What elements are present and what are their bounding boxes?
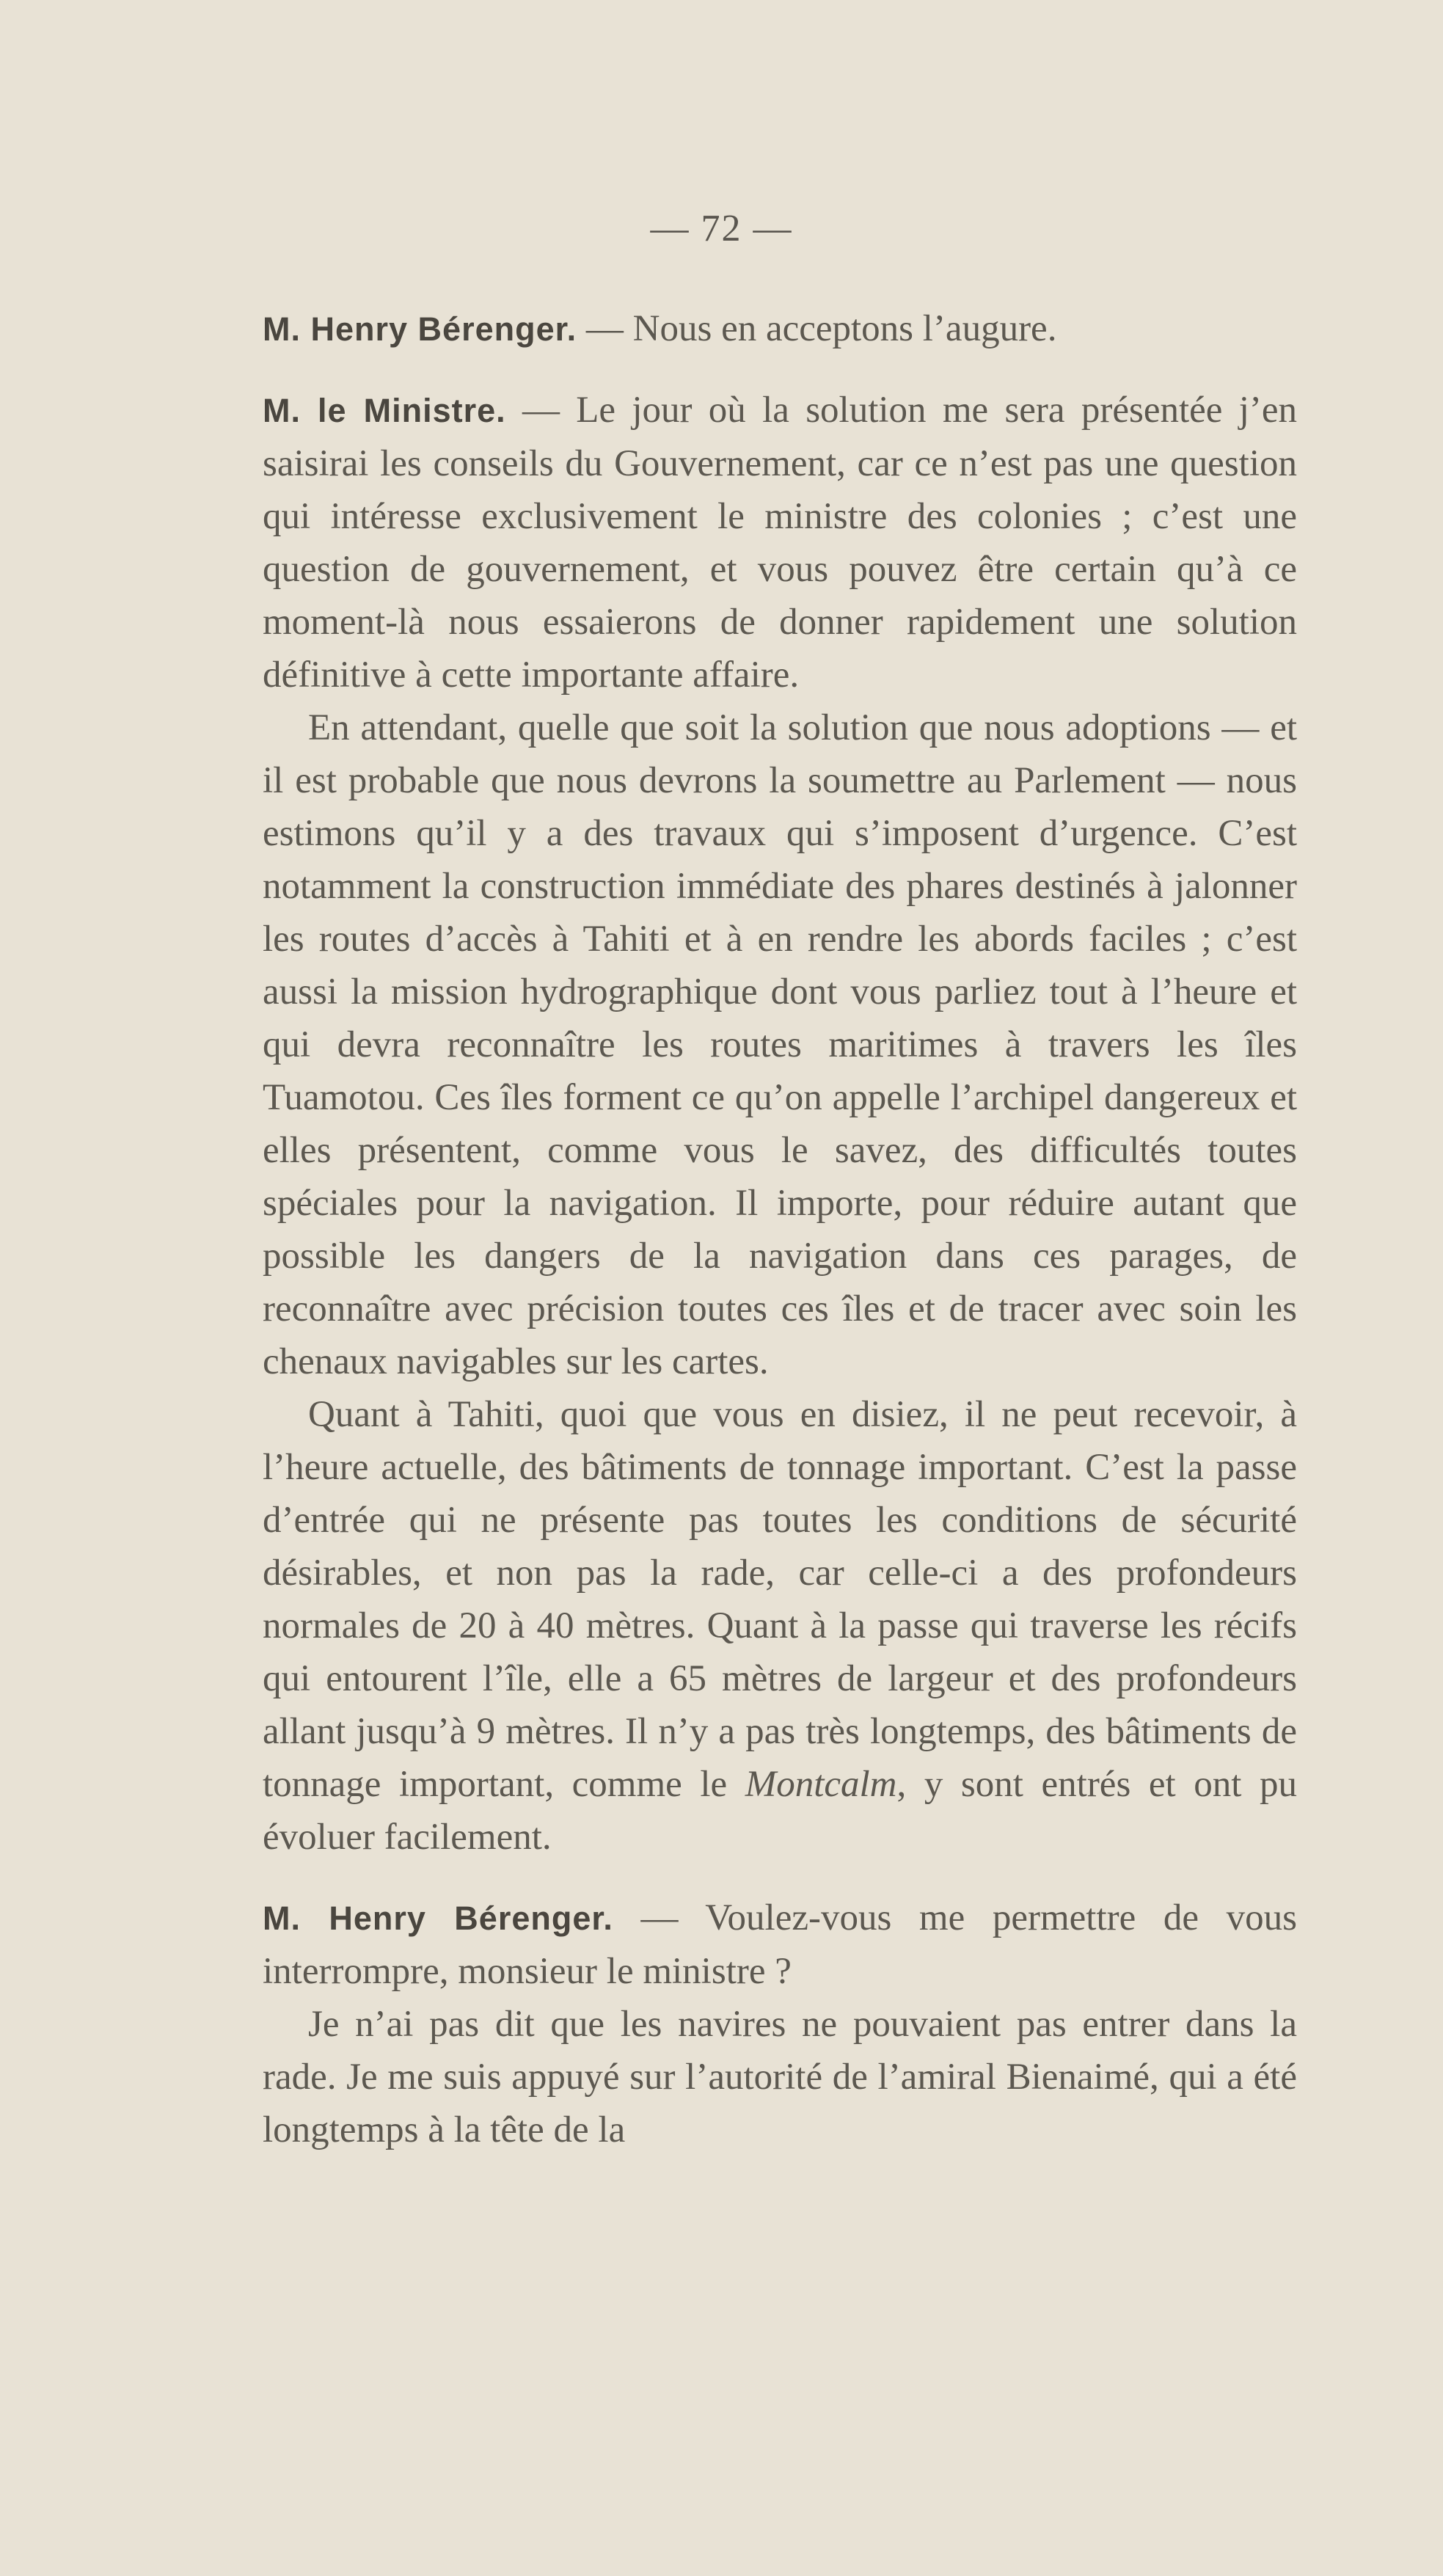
speaker-name: M. le Ministre. — [263, 392, 506, 429]
paragraph-text: — Nous en acceptons l’augure. — [577, 308, 1057, 349]
paragraph-ministre-solution — [263, 384, 1297, 701]
paragraph-text: Quant à Tahiti, quoi que vous en disiez, il ne peut recevoir, à l’heure actuelle, des bâtiments de tonnage important. C’est la passe d’entrée qui ne présente pas toutes les conditions de sécurité désirables, et non pas la rade, car celle-ci a des profondeurs normales de 20 à 40 mètres. Quant à la passe qui traverse les récifs qui entourent l’île, elle a 65 mètres de largeur et des profondeurs allant jusqu’à 9 mètres. Il n’y a pas très longtemps, des bâtiments de tonnage important, comme le — [263, 1394, 1297, 1805]
page-number: — 72 — — [650, 208, 793, 249]
paragraph-text: , y sont entrés et ont pu évoluer facilement. — [263, 1764, 1297, 1858]
paragraph-text: Je n’ai pas dit que les navires ne pouvaient pas entrer dans la rade. Je me suis appuyé sur l’autorité de l’amiral Bienaimé, qui a été longtemps à la tête de la — [263, 2004, 1297, 2150]
speaker-name: M. Henry Bérenger. — [263, 310, 577, 348]
paragraph-text: — Voulez-vous me permettre de vous interrompre, monsieur le ministre ? — [263, 1897, 1297, 1992]
paragraph-text: En attendant, quelle que soit la solution que nous adoptions — et il est probable que nous devrons la soumettre au Parlement — nous estimons qu’il y a des travaux qui s’imposent d’urgence. C’est notamment la construction immédiate des phares destinés à jalonner les routes d’accès à Tahiti et à en rendre les abords faciles ; c’est aussi la mission hydrographique dont vous parliez tout à l’heure et qui devra reconnaître les routes maritimes à travers les îles Tuamotou. Ces îles forment ce qu’on appelle l’archipel dangereux et elles présentent, comme vous le savez, des difficultés toutes spéciales pour la navigation. Il importe, pour réduire autant que possible les dangers de la navigation dans ces parages, de reconnaître avec précision toutes ces îles et de tracer avec soin les chenaux navigables sur les cartes. — [263, 707, 1297, 1382]
body-text — [263, 302, 1297, 2156]
speaker-name: M. Henry Bérenger. — [263, 1900, 613, 1937]
paragraph-travaux — [263, 701, 1297, 1388]
paragraph-tahiti — [263, 1388, 1297, 1864]
paragraph-berenger-augure — [263, 302, 1297, 356]
paragraph-rade — [263, 1998, 1297, 2156]
ship-name: Montcalm — [745, 1764, 897, 1805]
paragraph-text: — Le jour où la solution me sera présentée j’en saisirai les conseils du Gouvernement, car ce n’est pas une question qui intéresse exclusivement le ministre des colonies ; c’est une question de gouvernement, et vous pouvez être certain qu’à ce moment-là nous essaierons de donner rapidement une solution définitive à cette importante affaire. — [263, 390, 1297, 696]
paragraph-berenger-interruption — [263, 1891, 1297, 1998]
